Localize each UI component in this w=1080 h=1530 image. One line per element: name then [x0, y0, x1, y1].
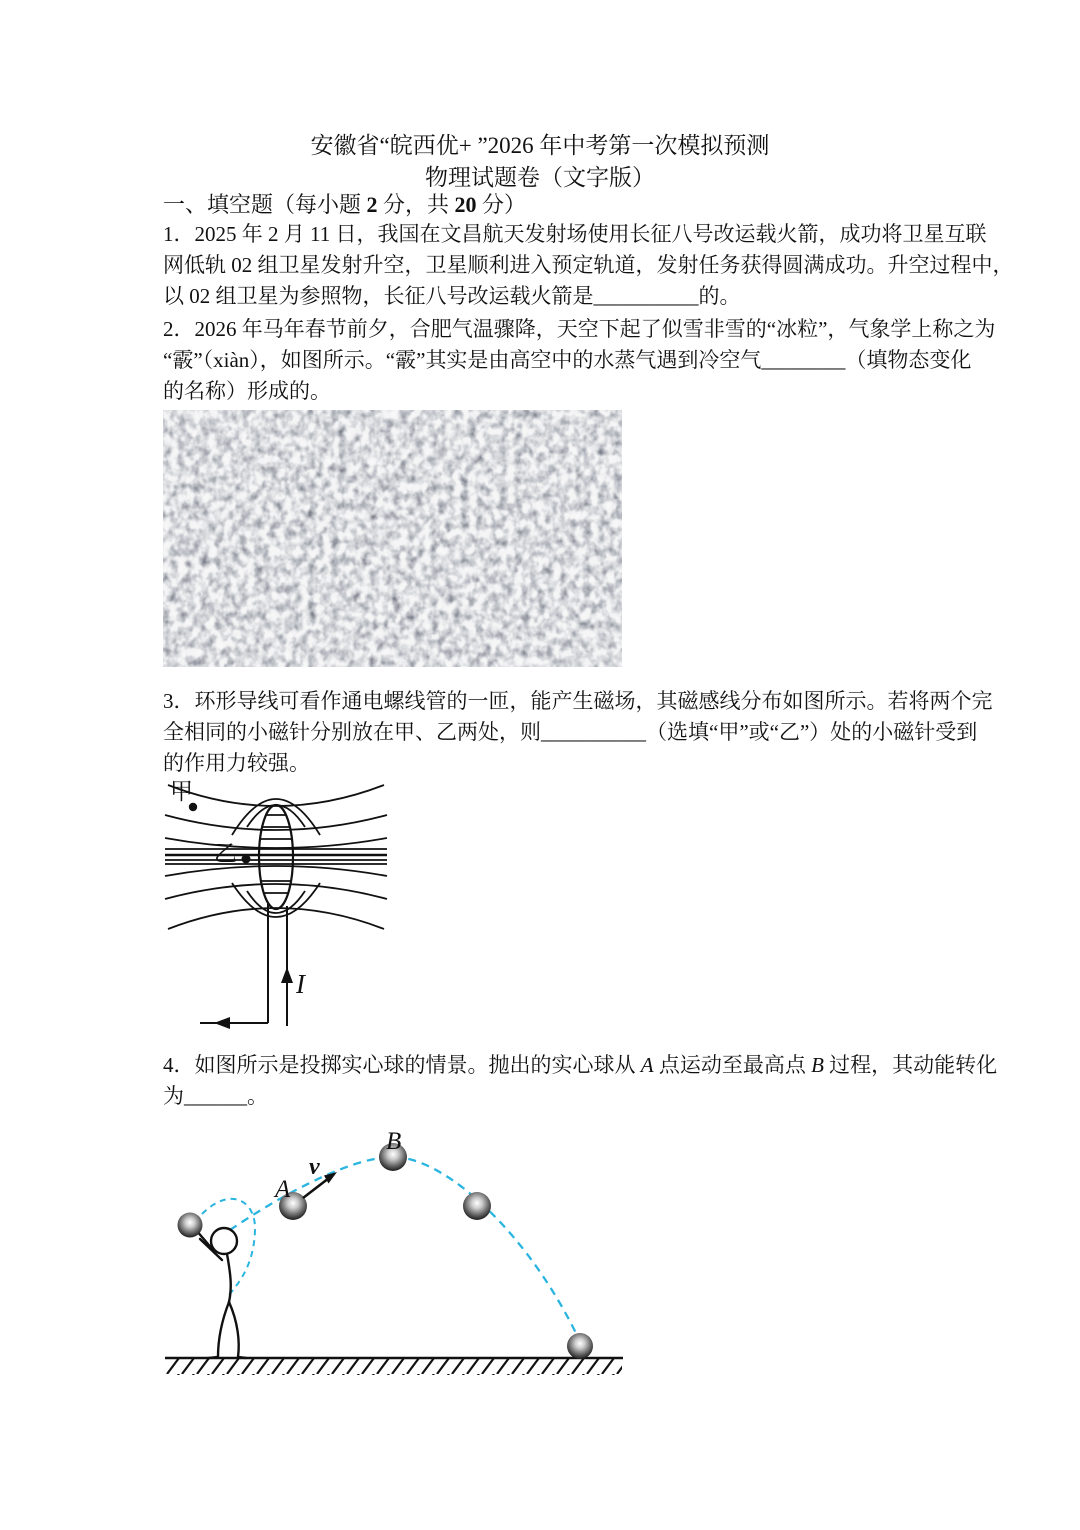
section-points-per-question: 2 — [366, 192, 378, 217]
point-jia-label: 甲 — [170, 779, 193, 804]
question-3 — [163, 686, 993, 779]
question-2-line-2: “霰”（xiàn），如图所示。“霰”其实是由高空中的水蒸气遇到冷空气________（填物态变化 — [163, 348, 972, 372]
question-1-line-3: 以 02 组卫星为参照物，长征八号改运载火箭是__________的。 — [163, 284, 741, 308]
question-1 — [163, 219, 1014, 312]
ball-descending — [463, 1192, 491, 1220]
section-heading — [163, 188, 526, 219]
exam-subtitle: 物理试题卷（文字版） — [425, 165, 655, 190]
photo-snow-texture — [163, 410, 622, 667]
throw-figure — [150, 1118, 635, 1398]
current-arrow-left — [214, 1017, 230, 1029]
sleet-photo — [163, 410, 622, 667]
thrower-figure — [196, 1228, 246, 1358]
point-a-ref: A — [640, 1053, 654, 1077]
field-lines — [165, 785, 387, 929]
question-2-line-3: 的名称）形成的。 — [163, 379, 331, 403]
current-label: I — [296, 969, 305, 999]
current-arrow-up — [281, 967, 293, 983]
magnetic-field-figure — [150, 773, 400, 1037]
question-1-line-1: 1．2025 年 2 月 11 日，我国在文昌航天发射场使用长征八号改运载火箭，成功将卫星互联 — [163, 222, 987, 246]
question-3-line-2: 全相同的小磁针分别放在甲、乙两处，则__________（选填“甲”或“乙”）处的小磁针受到 — [163, 720, 978, 744]
ground-hatching — [166, 1359, 622, 1375]
question-4-text: 4．如图所示是投掷实心球的情景。抛出的实心球从 — [163, 1053, 641, 1077]
question-3-line-3: 的作用力较强。 — [163, 751, 310, 775]
section-heading-part: 分，共 — [377, 192, 455, 217]
section-heading-part: 一、填空题（每小题 — [163, 192, 367, 217]
question-4-text: 点运动至最高点 — [653, 1053, 812, 1077]
section-total-points: 20 — [454, 192, 477, 217]
point-yi-dot — [242, 855, 251, 864]
ball-in-hand — [178, 1213, 203, 1238]
ball-landing — [567, 1333, 593, 1359]
label-b: B — [386, 1128, 402, 1155]
question-4-line-2: 为______。 — [163, 1084, 268, 1108]
label-v: v — [309, 1154, 320, 1180]
label-a: A — [275, 1176, 291, 1203]
point-yi-label: 乙 — [214, 841, 237, 866]
exam-title: 安徽省“皖西优+ ”2026 年中考第一次模拟预测 — [310, 133, 770, 158]
question-4-line-1 — [163, 1050, 997, 1081]
question-4-text: 过程，其动能转化 — [823, 1053, 998, 1077]
question-2 — [163, 314, 995, 407]
question-4 — [163, 1050, 997, 1112]
question-2-line-1: 2．2026 年马年春节前夕，合肥气温骤降，天空下起了似雪非雪的“冰粒”，气象学上称之为 — [163, 317, 996, 341]
question-3-line-1: 3．环形导线可看作通电螺线管的一匝，能产生磁场，其磁感线分布如图所示。若将两个完 — [163, 689, 993, 713]
question-1-line-2: 网低轨 02 组卫星发射升空，卫星顺利进入预定轨道，发射任务获得圆满成功。升空过程中， — [163, 253, 1014, 277]
section-heading-part: 分） — [476, 192, 527, 217]
point-b-ref: B — [811, 1053, 824, 1077]
lead-wires — [200, 904, 287, 1026]
point-jia-dot — [189, 803, 197, 811]
